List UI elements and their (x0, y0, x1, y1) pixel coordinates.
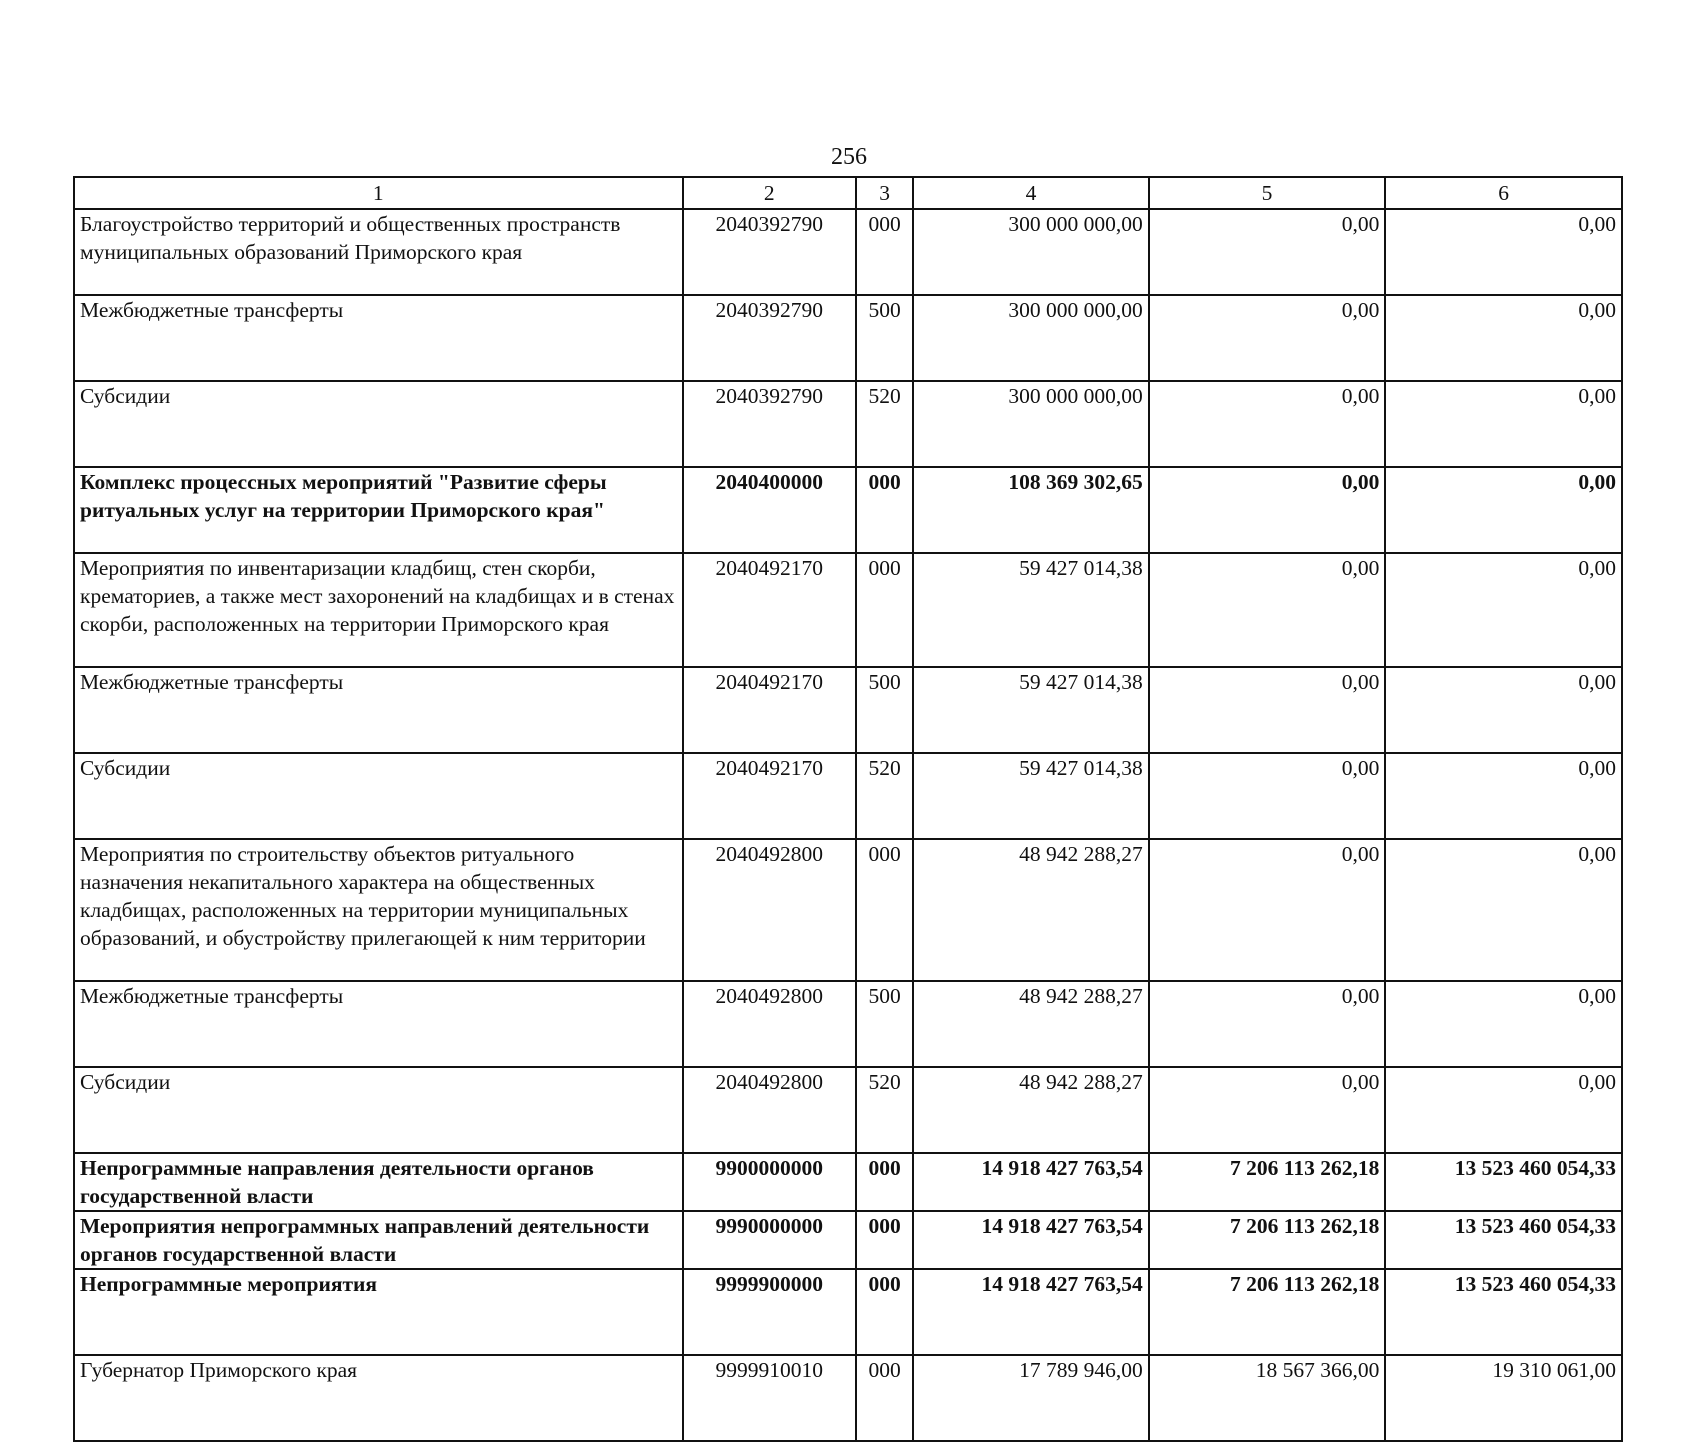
target-article-code-cell: 9999910010 (683, 1355, 856, 1441)
expense-type-cell: 500 (856, 981, 913, 1067)
amount-col5-cell: 0,00 (1149, 839, 1386, 981)
row-name-cell: Субсидии (74, 1067, 683, 1153)
target-article-code-cell: 2040492170 (683, 553, 856, 667)
target-article-code-cell: 2040392790 (683, 295, 856, 381)
amount-col6-cell: 13 523 460 054,33 (1385, 1269, 1622, 1355)
table-row (74, 1211, 1622, 1269)
amount-col4-cell: 300 000 000,00 (913, 209, 1149, 295)
table-row (74, 1067, 1622, 1153)
amount-col4-cell: 59 427 014,38 (913, 753, 1149, 839)
expense-type-cell: 520 (856, 1067, 913, 1153)
row-name-cell: Мероприятия непрограммных направлений деятельности органов государственной власти (74, 1211, 683, 1269)
amount-col4-cell: 59 427 014,38 (913, 553, 1149, 667)
amount-col4-cell: 48 942 288,27 (913, 981, 1149, 1067)
expense-type-cell: 000 (856, 1211, 913, 1269)
amount-col5-cell: 0,00 (1149, 295, 1386, 381)
row-name-cell: Губернатор Приморского края (74, 1355, 683, 1441)
table-row (74, 1153, 1622, 1211)
amount-col6-cell: 0,00 (1385, 381, 1622, 467)
column-header-4: 4 (913, 177, 1149, 209)
amount-col6-cell: 0,00 (1385, 981, 1622, 1067)
amount-col5-cell: 18 567 366,00 (1149, 1355, 1386, 1441)
table-row (74, 667, 1622, 753)
amount-col5-cell: 7 206 113 262,18 (1149, 1269, 1386, 1355)
target-article-code-cell: 2040492800 (683, 839, 856, 981)
amount-col5-cell: 0,00 (1149, 1067, 1386, 1153)
page-number: 256 (831, 144, 867, 170)
table-row (74, 1355, 1622, 1441)
row-name-cell: Мероприятия по инвентаризации кладбищ, стен скорби, крематориев, а также мест захоронений на кладбищах и в стенах скорби, расположенных на территории Приморского края (74, 553, 683, 667)
column-header-6: 6 (1385, 177, 1622, 209)
row-name-cell: Комплекс процессных мероприятий "Развитие сферы ритуальных услуг на территории Приморского края" (74, 467, 683, 553)
amount-col6-cell: 13 523 460 054,33 (1385, 1153, 1622, 1211)
expense-type-cell: 000 (856, 467, 913, 553)
amount-col4-cell: 59 427 014,38 (913, 667, 1149, 753)
amount-col5-cell: 7 206 113 262,18 (1149, 1211, 1386, 1269)
target-article-code-cell: 2040492800 (683, 981, 856, 1067)
expense-type-cell: 000 (856, 1153, 913, 1211)
amount-col4-cell: 48 942 288,27 (913, 839, 1149, 981)
amount-col4-cell: 14 918 427 763,54 (913, 1269, 1149, 1355)
expense-type-cell: 000 (856, 1355, 913, 1441)
amount-col6-cell: 0,00 (1385, 667, 1622, 753)
expense-type-cell: 520 (856, 381, 913, 467)
amount-col6-cell: 0,00 (1385, 553, 1622, 667)
row-name-cell: Межбюджетные трансферты (74, 981, 683, 1067)
column-header-2: 2 (683, 177, 856, 209)
amount-col5-cell: 0,00 (1149, 553, 1386, 667)
expense-type-cell: 500 (856, 667, 913, 753)
amount-col4-cell: 108 369 302,65 (913, 467, 1149, 553)
amount-col6-cell: 0,00 (1385, 839, 1622, 981)
budget-table (73, 176, 1623, 1442)
target-article-code-cell: 9900000000 (683, 1153, 856, 1211)
amount-col6-cell: 0,00 (1385, 209, 1622, 295)
expense-type-cell: 000 (856, 553, 913, 667)
column-header-1: 1 (74, 177, 683, 209)
amount-col4-cell: 48 942 288,27 (913, 1067, 1149, 1153)
row-name-cell: Благоустройство территорий и общественных пространств муниципальных образований Приморского края (74, 209, 683, 295)
row-name-cell: Непрограммные мероприятия (74, 1269, 683, 1355)
table-row (74, 467, 1622, 553)
table-row (74, 839, 1622, 981)
column-number-row (74, 177, 1622, 209)
amount-col6-cell: 0,00 (1385, 1067, 1622, 1153)
amount-col4-cell: 14 918 427 763,54 (913, 1153, 1149, 1211)
table-row (74, 981, 1622, 1067)
table-row (74, 553, 1622, 667)
amount-col5-cell: 0,00 (1149, 209, 1386, 295)
target-article-code-cell: 2040392790 (683, 209, 856, 295)
expense-type-cell: 000 (856, 209, 913, 295)
amount-col4-cell: 300 000 000,00 (913, 381, 1149, 467)
amount-col6-cell: 13 523 460 054,33 (1385, 1211, 1622, 1269)
amount-col6-cell: 0,00 (1385, 467, 1622, 553)
table-row (74, 209, 1622, 295)
amount-col6-cell: 0,00 (1385, 753, 1622, 839)
target-article-code-cell: 2040492170 (683, 667, 856, 753)
target-article-code-cell: 2040492800 (683, 1067, 856, 1153)
expense-type-cell: 000 (856, 1269, 913, 1355)
table-body (74, 209, 1622, 1441)
row-name-cell: Межбюджетные трансферты (74, 667, 683, 753)
amount-col5-cell: 0,00 (1149, 381, 1386, 467)
amount-col5-cell: 7 206 113 262,18 (1149, 1153, 1386, 1211)
amount-col4-cell: 300 000 000,00 (913, 295, 1149, 381)
expense-type-cell: 520 (856, 753, 913, 839)
amount-col6-cell: 0,00 (1385, 295, 1622, 381)
table-row (74, 381, 1622, 467)
target-article-code-cell: 9990000000 (683, 1211, 856, 1269)
target-article-code-cell: 9999900000 (683, 1269, 856, 1355)
amount-col5-cell: 0,00 (1149, 667, 1386, 753)
amount-col5-cell: 0,00 (1149, 981, 1386, 1067)
expense-type-cell: 500 (856, 295, 913, 381)
target-article-code-cell: 2040400000 (683, 467, 856, 553)
row-name-cell: Непрограммные направления деятельности органов государственной власти (74, 1153, 683, 1211)
row-name-cell: Субсидии (74, 381, 683, 467)
expense-type-cell: 000 (856, 839, 913, 981)
amount-col5-cell: 0,00 (1149, 753, 1386, 839)
row-name-cell: Мероприятия по строительству объектов ритуального назначения некапитального характера на общественных кладбищах, расположенных на территории муниципальных образований, и обустройству прилегающей к ним территории (74, 839, 683, 981)
amount-col4-cell: 17 789 946,00 (913, 1355, 1149, 1441)
amount-col4-cell: 14 918 427 763,54 (913, 1211, 1149, 1269)
target-article-code-cell: 2040492170 (683, 753, 856, 839)
column-header-3: 3 (856, 177, 913, 209)
target-article-code-cell: 2040392790 (683, 381, 856, 467)
table-row (74, 1269, 1622, 1355)
table-row (74, 753, 1622, 839)
row-name-cell: Межбюджетные трансферты (74, 295, 683, 381)
table-row (74, 295, 1622, 381)
amount-col5-cell: 0,00 (1149, 467, 1386, 553)
amount-col6-cell: 19 310 061,00 (1385, 1355, 1622, 1441)
row-name-cell: Субсидии (74, 753, 683, 839)
column-header-5: 5 (1149, 177, 1386, 209)
table-header (74, 177, 1622, 209)
